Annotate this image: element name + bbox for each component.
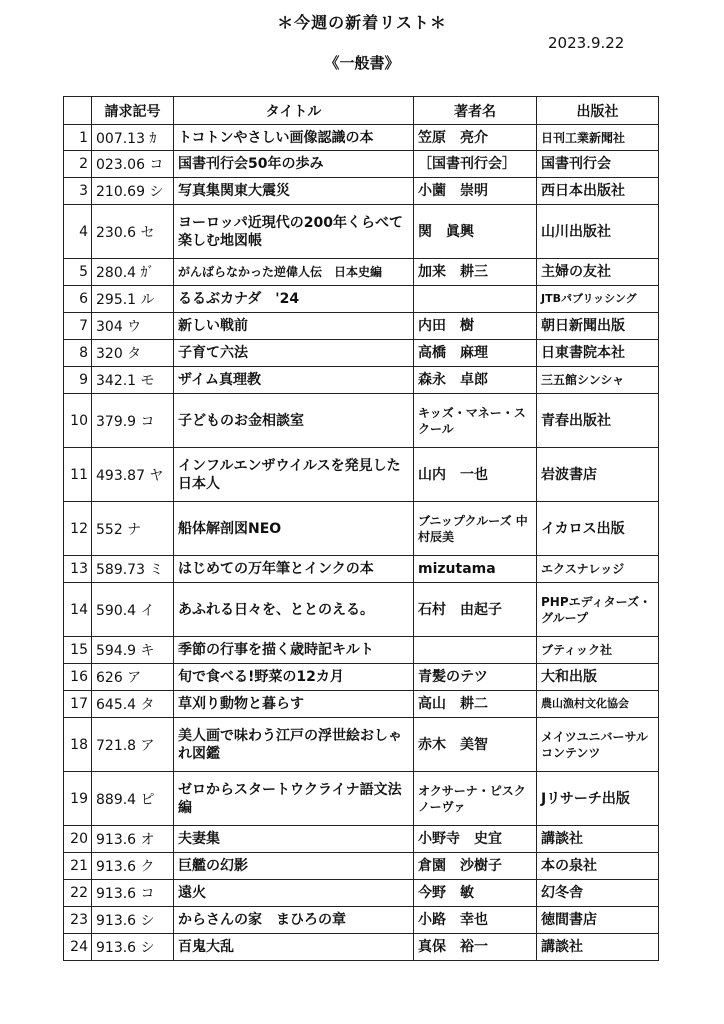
publisher-name: 日刊工業新聞社 bbox=[537, 125, 659, 151]
author-name: 青髪のテツ bbox=[414, 664, 537, 691]
author-name: オクサーナ・ピスクノーヴァ bbox=[414, 772, 537, 826]
publisher-name: 講談社 bbox=[537, 934, 659, 961]
call-number: 320 タ bbox=[92, 340, 174, 367]
table-row bbox=[64, 772, 659, 826]
book-title: るるぶカナダ '24 bbox=[174, 286, 414, 313]
call-number: 342.1 モ bbox=[92, 367, 174, 394]
publisher-name: PHPエディターズ・グループ bbox=[537, 583, 659, 637]
publisher-name: 日東書院本社 bbox=[537, 340, 659, 367]
author-name: mizutama bbox=[414, 556, 537, 583]
table-row bbox=[64, 826, 659, 853]
call-number: 594.9 キ bbox=[92, 637, 174, 664]
author-name: 笠原 亮介 bbox=[414, 125, 537, 151]
row-number: 24 bbox=[64, 934, 92, 961]
publisher-name: 幻冬舎 bbox=[537, 880, 659, 907]
row-number: 21 bbox=[64, 853, 92, 880]
author-name: 小路 幸也 bbox=[414, 907, 537, 934]
row-number: 9 bbox=[64, 367, 92, 394]
book-title: 旬で食べる!野菜の12カ月 bbox=[174, 664, 414, 691]
book-title: 国書刊行会50年の歩み bbox=[174, 151, 414, 178]
call-number: 913.6 オ bbox=[92, 826, 174, 853]
publisher-name: イカロス出版 bbox=[537, 502, 659, 556]
author-name: 内田 樹 bbox=[414, 313, 537, 340]
book-title: トコトンやさしい画像認識の本 bbox=[174, 125, 414, 151]
table-row bbox=[64, 880, 659, 907]
row-number: 16 bbox=[64, 664, 92, 691]
table-row bbox=[64, 637, 659, 664]
column-header-call-number: 請求記号 bbox=[92, 97, 174, 125]
new-arrivals-table bbox=[63, 96, 659, 961]
call-number: 210.69 シ bbox=[92, 178, 174, 205]
column-header-title: タイトル bbox=[174, 97, 414, 125]
publisher-name: Jリサーチ出版 bbox=[537, 772, 659, 826]
author-name: 赤木 美智 bbox=[414, 718, 537, 772]
table-row bbox=[64, 367, 659, 394]
call-number: 280.4 ｶﾞ bbox=[92, 259, 174, 286]
author-name: 小薗 崇明 bbox=[414, 178, 537, 205]
book-title: 子どものお金相談室 bbox=[174, 394, 414, 448]
table-row bbox=[64, 313, 659, 340]
call-number: 023.06 コ bbox=[92, 151, 174, 178]
book-title: からさんの家 まひろの章 bbox=[174, 907, 414, 934]
book-title: 船体解剖図NEO bbox=[174, 502, 414, 556]
book-title: 子育て六法 bbox=[174, 340, 414, 367]
book-title: ザイム真理教 bbox=[174, 367, 414, 394]
call-number: 007.13 ｶ bbox=[92, 125, 174, 151]
table-row bbox=[64, 178, 659, 205]
call-number: 379.9 コ bbox=[92, 394, 174, 448]
publisher-name: 青春出版社 bbox=[537, 394, 659, 448]
page-title: ＊今週の新着リスト＊ bbox=[277, 13, 447, 32]
row-number: 3 bbox=[64, 178, 92, 205]
table-row bbox=[64, 259, 659, 286]
publisher-name: 大和出版 bbox=[537, 664, 659, 691]
table-row bbox=[64, 907, 659, 934]
list-date: 2023.9.22 bbox=[548, 34, 625, 52]
author-name: 森永 卓郎 bbox=[414, 367, 537, 394]
row-number: 10 bbox=[64, 394, 92, 448]
book-title: インフルエンザウイルスを発見した日本人 bbox=[174, 448, 414, 502]
table-row bbox=[64, 448, 659, 502]
call-number: 590.4 イ bbox=[92, 583, 174, 637]
author-name: ブニップクルーズ 中村辰美 bbox=[414, 502, 537, 556]
table-row bbox=[64, 664, 659, 691]
table-row bbox=[64, 394, 659, 448]
call-number: 913.6 ク bbox=[92, 853, 174, 880]
call-number: 304 ウ bbox=[92, 313, 174, 340]
row-number: 4 bbox=[64, 205, 92, 259]
publisher-name: 山川出版社 bbox=[537, 205, 659, 259]
publisher-name: JTBパブリッシング bbox=[537, 286, 659, 313]
publisher-name: 三五館シンシャ bbox=[537, 367, 659, 394]
row-number: 7 bbox=[64, 313, 92, 340]
author-name: 石村 由起子 bbox=[414, 583, 537, 637]
author-name bbox=[414, 286, 537, 313]
table-row bbox=[64, 286, 659, 313]
book-title: 写真集関東大震災 bbox=[174, 178, 414, 205]
publisher-name: 岩波書店 bbox=[537, 448, 659, 502]
book-title: 遠火 bbox=[174, 880, 414, 907]
row-number: 23 bbox=[64, 907, 92, 934]
row-number: 11 bbox=[64, 448, 92, 502]
publisher-name: ブティック社 bbox=[537, 637, 659, 664]
book-title: がんばらなかった逆偉人伝 日本史編 bbox=[174, 259, 414, 286]
row-number: 2 bbox=[64, 151, 92, 178]
call-number: 230.6 セ bbox=[92, 205, 174, 259]
row-number: 18 bbox=[64, 718, 92, 772]
publisher-name: エクスナレッジ bbox=[537, 556, 659, 583]
table-row bbox=[64, 340, 659, 367]
row-number: 12 bbox=[64, 502, 92, 556]
publisher-name: 朝日新聞出版 bbox=[537, 313, 659, 340]
table-row bbox=[64, 718, 659, 772]
publisher-name: 講談社 bbox=[537, 826, 659, 853]
table-row bbox=[64, 502, 659, 556]
table-row bbox=[64, 205, 659, 259]
book-title: あふれる日々を、ととのえる。 bbox=[174, 583, 414, 637]
column-header-number bbox=[64, 97, 92, 125]
table-row bbox=[64, 853, 659, 880]
table-row bbox=[64, 691, 659, 718]
row-number: 5 bbox=[64, 259, 92, 286]
author-name: ［国書刊行会］ bbox=[414, 151, 537, 178]
table-row bbox=[64, 934, 659, 961]
publisher-name: 国書刊行会 bbox=[537, 151, 659, 178]
table-row bbox=[64, 151, 659, 178]
book-title: はじめての万年筆とインクの本 bbox=[174, 556, 414, 583]
author-name: 高山 耕二 bbox=[414, 691, 537, 718]
call-number: 589.73 ミ bbox=[92, 556, 174, 583]
book-title: 季節の行事を描く歳時記キルト bbox=[174, 637, 414, 664]
row-number: 6 bbox=[64, 286, 92, 313]
author-name: 高橋 麻理 bbox=[414, 340, 537, 367]
row-number: 13 bbox=[64, 556, 92, 583]
row-number: 1 bbox=[64, 125, 92, 151]
table-row bbox=[64, 556, 659, 583]
author-name bbox=[414, 637, 537, 664]
row-number: 8 bbox=[64, 340, 92, 367]
call-number: 626 ア bbox=[92, 664, 174, 691]
publisher-name: 西日本出版社 bbox=[537, 178, 659, 205]
author-name: 小野寺 史宜 bbox=[414, 826, 537, 853]
table-row bbox=[64, 125, 659, 151]
publisher-name: 徳間書店 bbox=[537, 907, 659, 934]
book-title: 美人画で味わう江戸の浮世絵おしゃれ図鑑 bbox=[174, 718, 414, 772]
row-number: 19 bbox=[64, 772, 92, 826]
book-title: 新しい戦前 bbox=[174, 313, 414, 340]
author-name: 加来 耕三 bbox=[414, 259, 537, 286]
book-title: 草刈り動物と暮らす bbox=[174, 691, 414, 718]
book-title: 巨艦の幻影 bbox=[174, 853, 414, 880]
row-number: 14 bbox=[64, 583, 92, 637]
author-name: 関 眞興 bbox=[414, 205, 537, 259]
book-title: ゼロからスタートウクライナ語文法編 bbox=[174, 772, 414, 826]
call-number: 913.6 コ bbox=[92, 880, 174, 907]
publisher-name: 農山漁村文化協会 bbox=[537, 691, 659, 718]
call-number: 913.6 シ bbox=[92, 934, 174, 961]
call-number: 721.8 ア bbox=[92, 718, 174, 772]
call-number: 645.4 タ bbox=[92, 691, 174, 718]
author-name: 倉園 沙樹子 bbox=[414, 853, 537, 880]
publisher-name: 本の泉社 bbox=[537, 853, 659, 880]
column-header-publisher: 出版社 bbox=[537, 97, 659, 125]
row-number: 22 bbox=[64, 880, 92, 907]
call-number: 295.1 ル bbox=[92, 286, 174, 313]
call-number: 889.4 ピ bbox=[92, 772, 174, 826]
author-name: キッズ・マネー・スクール bbox=[414, 394, 537, 448]
row-number: 20 bbox=[64, 826, 92, 853]
publisher-name: メイツユニバーサルコンテンツ bbox=[537, 718, 659, 772]
row-number: 15 bbox=[64, 637, 92, 664]
author-name: 真保 裕一 bbox=[414, 934, 537, 961]
author-name: 今野 敏 bbox=[414, 880, 537, 907]
call-number: 552 ナ bbox=[92, 502, 174, 556]
publisher-name: 主婦の友社 bbox=[537, 259, 659, 286]
table-row bbox=[64, 583, 659, 637]
book-title: 百鬼大乱 bbox=[174, 934, 414, 961]
call-number: 493.87 ヤ bbox=[92, 448, 174, 502]
column-header-author: 著者名 bbox=[414, 97, 537, 125]
book-title: ヨーロッパ近現代の200年くらべて楽しむ地図帳 bbox=[174, 205, 414, 259]
category-heading: 《一般書》 bbox=[324, 54, 400, 72]
table-header-row bbox=[64, 97, 659, 125]
call-number: 913.6 シ bbox=[92, 907, 174, 934]
book-title: 夫妻集 bbox=[174, 826, 414, 853]
row-number: 17 bbox=[64, 691, 92, 718]
author-name: 山内 一也 bbox=[414, 448, 537, 502]
